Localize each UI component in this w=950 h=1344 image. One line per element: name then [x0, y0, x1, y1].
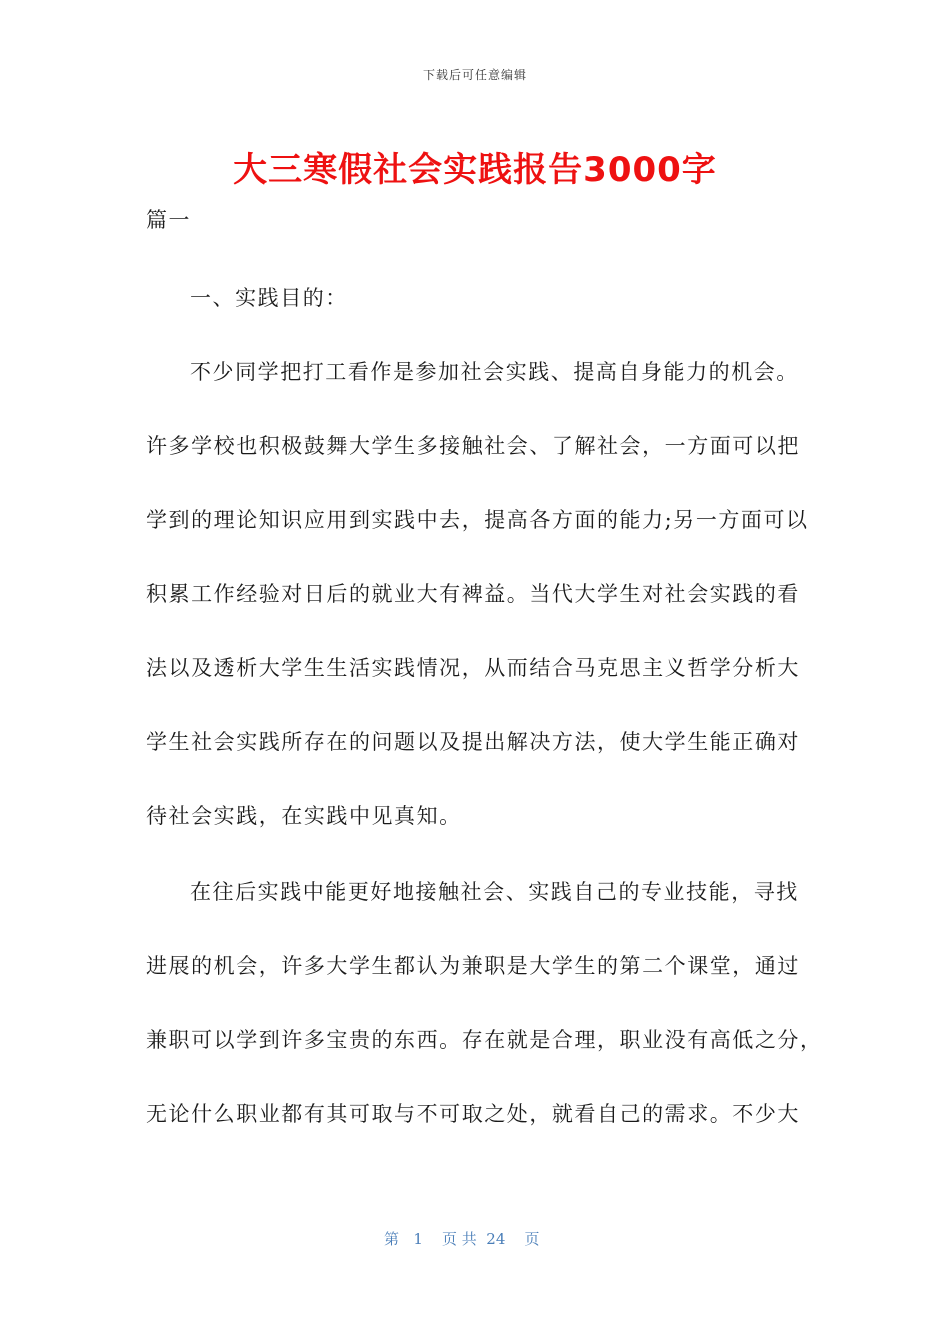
paragraph-line: 学生社会实践所存在的问题以及提出解决方法，使大学生能正确对 [146, 730, 800, 754]
paragraph-line: 一、实践目的： [190, 286, 348, 310]
paragraph-line: 法以及透析大学生生活实践情况，从而结合马克思主义哲学分析大 [146, 656, 800, 680]
section-heading: 篇一 [146, 208, 192, 232]
page-label-mid: 页 共 [441, 1230, 477, 1248]
paragraph-line: 进展的机会，许多大学生都认为兼职是大学生的第二个课堂，通过 [146, 954, 800, 978]
paragraph-line: 无论什么职业都有其可取与不可取之处，就看自己的需求。不少大 [146, 1102, 800, 1126]
paragraph-line: 兼职可以学到许多宝贵的东西。存在就是合理，职业没有高低之分， [146, 1028, 823, 1052]
paragraph-line: 在往后实践中能更好地接触社会、实践自己的专业技能，寻找 [190, 880, 799, 904]
page-footer [384, 1228, 539, 1249]
paragraph-line: 学到的理论知识应用到实践中去，提高各方面的能力;另一方面可以 [146, 508, 809, 532]
header-note: 下载后可任意编辑 [422, 68, 527, 82]
page-label-suffix: 页 [524, 1230, 540, 1248]
total-pages: 24 [486, 1230, 506, 1248]
paragraph-line: 积累工作经验对日后的就业大有裨益。当代大学生对社会实践的看 [146, 582, 800, 606]
paragraph-line: 不少同学把打工看作是参加社会实践、提高自身能力的机会。 [190, 360, 799, 384]
page-number: 1 [413, 1230, 423, 1248]
paragraph-line: 许多学校也积极鼓舞大学生多接触社会、了解社会，一方面可以把 [146, 434, 800, 458]
paragraph-line: 待社会实践，在实践中见真知。 [146, 804, 462, 828]
page-label-prefix: 第 [384, 1230, 400, 1248]
document-title: 大三寒假社会实践报告3000字 [233, 150, 717, 190]
